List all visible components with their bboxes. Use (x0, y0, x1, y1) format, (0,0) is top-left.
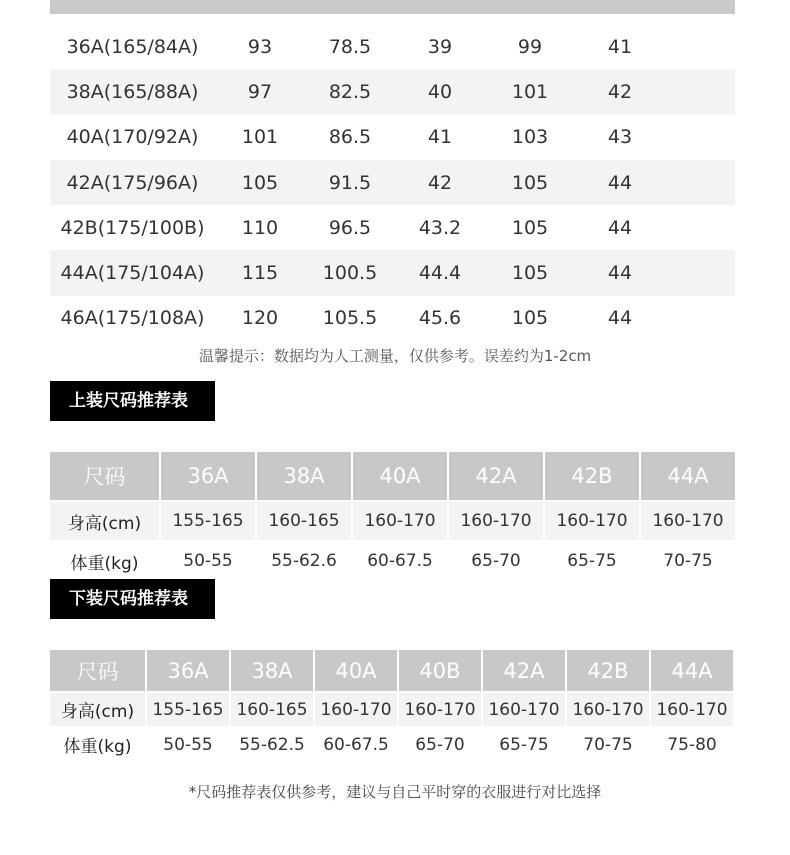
header-cell: 44A (651, 650, 733, 691)
measurement-note: 温馨提示：数据均为人工测量，仅供参考。误差约为1-2cm (198, 347, 592, 365)
size-range-cell: 55-62.5 (231, 728, 313, 761)
size-range-cell: 55-62.6 (257, 542, 351, 580)
measurement-cell: 86.5 (328, 126, 372, 149)
size-range-cell: 160-170 (641, 502, 735, 540)
measurement-cell: 44 (607, 262, 633, 285)
measurement-cell: 41 (607, 35, 633, 58)
measurement-cell: 110 (241, 216, 279, 239)
header-cell: 42B (567, 650, 649, 691)
measurement-cell: 44.4 (418, 262, 462, 285)
header-cell: 尺码 (50, 452, 159, 500)
table-row (50, 24, 735, 69)
row-label-cell: 体重(kg) (50, 542, 159, 580)
size-label-cell: 44A(175/104A) (60, 262, 205, 285)
size-range-cell: 65-70 (449, 542, 543, 580)
measurement-cell: 100.5 (322, 262, 378, 285)
measurement-cell: 91.5 (328, 171, 372, 194)
measurement-cell: 45.6 (418, 307, 462, 330)
row-label-cell: 体重(kg) (50, 728, 145, 761)
size-range-cell: 160-170 (449, 502, 543, 540)
measurement-cell: 105.5 (322, 307, 378, 330)
measurement-cell: 101 (241, 126, 279, 149)
header-cell: 38A (231, 650, 313, 691)
size-range-cell: 60-67.5 (315, 728, 397, 761)
size-range-cell: 65-70 (399, 728, 481, 761)
row-label-cell: 身高(cm) (50, 502, 159, 540)
measurement-cell: 105 (511, 171, 549, 194)
header-cell: 36A (161, 452, 255, 500)
bottom-size-table (50, 650, 735, 761)
measurement-cell: 78.5 (328, 35, 372, 58)
header-cell: 42A (449, 452, 543, 500)
table-row (50, 296, 735, 341)
size-range-cell: 60-67.5 (353, 542, 447, 580)
measurement-cell: 99 (517, 35, 543, 58)
size-range-cell: 50-55 (147, 728, 229, 761)
header-cell: 尺码 (50, 650, 145, 691)
measurement-table (50, 24, 735, 341)
table-row (50, 69, 735, 114)
table-row (50, 115, 735, 160)
size-range-cell: 155-165 (147, 693, 229, 726)
size-label-cell: 46A(175/108A) (60, 307, 205, 330)
size-range-cell: 65-75 (483, 728, 565, 761)
measurement-cell: 103 (511, 126, 549, 149)
header-cell: 40A (353, 452, 447, 500)
measurement-cell: 42 (607, 80, 633, 103)
size-label-cell: 38A(165/88A) (66, 80, 199, 103)
header-cell: 40B (399, 650, 481, 691)
measurement-cell: 105 (241, 171, 279, 194)
size-range-cell: 160-170 (353, 502, 447, 540)
measurement-cell: 44 (607, 216, 633, 239)
size-range-cell: 70-75 (641, 542, 735, 580)
header-cell: 38A (257, 452, 351, 500)
measurement-cell: 44 (607, 307, 633, 330)
size-range-cell: 160-170 (315, 693, 397, 726)
table-header-bar (50, 0, 735, 14)
size-range-cell: 160-170 (399, 693, 481, 726)
size-range-cell: 50-55 (161, 542, 255, 580)
header-cell: 36A (147, 650, 229, 691)
size-label-cell: 36A(165/84A) (66, 35, 199, 58)
top-size-tag: 上装尺码推荐表 (50, 381, 215, 421)
bottom-size-tag: 下装尺码推荐表 (50, 579, 215, 619)
size-label-cell: 42B(175/100B) (60, 216, 205, 239)
header-cell: 42A (483, 650, 565, 691)
footer-note: *尺码推荐表仅供参考，建议与自己平时穿的衣服进行对比选择 (188, 783, 602, 801)
header-cell: 44A (641, 452, 735, 500)
size-range-cell: 160-170 (651, 693, 733, 726)
size-range-cell: 160-170 (483, 693, 565, 726)
measurement-cell: 44 (607, 171, 633, 194)
measurement-cell: 115 (241, 262, 279, 285)
row-label-cell: 身高(cm) (50, 693, 145, 726)
measurement-cell: 42 (427, 171, 453, 194)
header-cell: 42B (545, 452, 639, 500)
header-cell: 40A (315, 650, 397, 691)
measurement-cell: 97 (247, 80, 273, 103)
size-range-cell: 75-80 (651, 728, 733, 761)
measurement-cell: 105 (511, 262, 549, 285)
measurement-cell: 101 (511, 80, 549, 103)
size-range-cell: 65-75 (545, 542, 639, 580)
table-row (50, 250, 735, 295)
measurement-cell: 43 (607, 126, 633, 149)
measurement-cell: 120 (241, 307, 279, 330)
size-range-cell: 160-170 (545, 502, 639, 540)
measurement-cell: 43.2 (418, 216, 462, 239)
measurement-cell: 105 (511, 307, 549, 330)
measurement-cell: 96.5 (328, 216, 372, 239)
size-range-cell: 160-165 (257, 502, 351, 540)
size-range-cell: 160-170 (567, 693, 649, 726)
size-range-cell: 160-165 (231, 693, 313, 726)
measurement-cell: 41 (427, 126, 453, 149)
table-row (50, 205, 735, 250)
table-row (50, 160, 735, 205)
measurement-cell: 105 (511, 216, 549, 239)
measurement-cell: 39 (427, 35, 453, 58)
measurement-cell: 82.5 (328, 80, 372, 103)
measurement-cell: 93 (247, 35, 273, 58)
measurement-cell: 40 (427, 80, 453, 103)
size-label-cell: 42A(175/96A) (66, 171, 199, 194)
top-size-table (50, 452, 735, 580)
size-range-cell: 155-165 (161, 502, 255, 540)
size-range-cell: 70-75 (567, 728, 649, 761)
size-label-cell: 40A(170/92A) (66, 126, 199, 149)
